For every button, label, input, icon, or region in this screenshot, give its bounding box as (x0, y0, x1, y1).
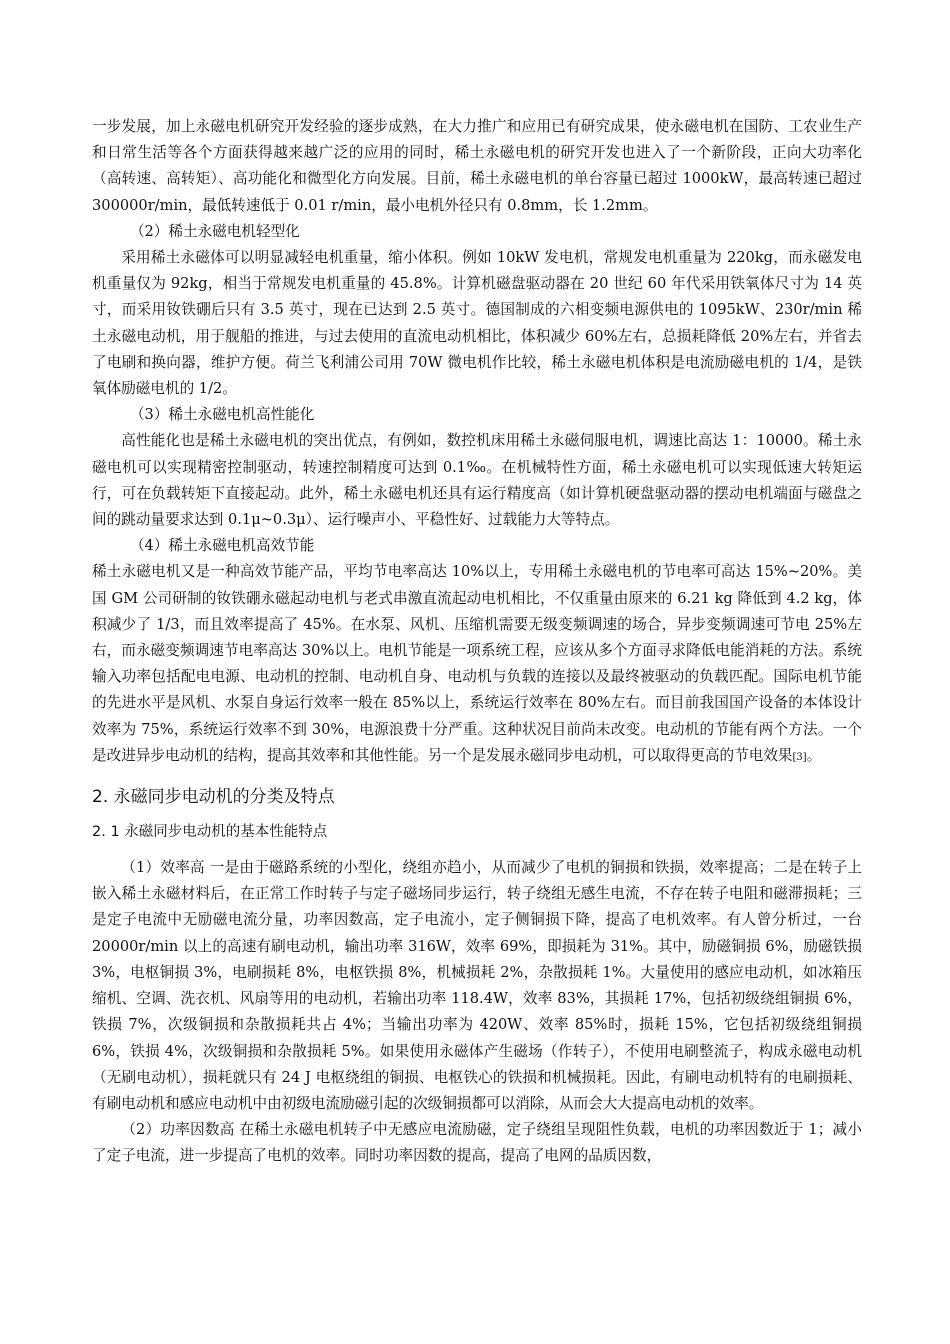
citation-ref: [3] (792, 751, 807, 763)
paragraph-high-performance: 高性能化也是稀土永磁电机的突出优点，有例如，数控机床用稀土永磁伺服电机，调速比高达 1：10000。稀土永磁电机可以实现精密控制驱动，转速控制精度可达到 0.1‰。在机械特性方面，稀土永磁电机可以实现低速大转矩运行，可在负载转矩下直接起动。此外，稀土永磁电机还具有运行精度高（如计算机硬盘驱动器的摆动电机端面与磁盘之间的跳动量要求达到 0.1μ~0.3μ）、运行噪声小、平稳性好、过载能力大等特点。 (92, 432, 862, 529)
section-title: 2. 永磁同步电动机的分类及特点 (92, 787, 335, 808)
subheading-high-performance: （3）稀土永磁电机高性能化 (129, 406, 315, 424)
paragraph-efficiency: （1）效率高 一是由于磁路系统的小型化，绕组亦趋小，从而减少了电机的铜损和铁损，效率提高；二是在转子上嵌入稀土永磁材料后，在正常工作时转子与定子磁场同步运行，转子绕组无感生电流，不存在转子电阻和磁滞损耗；三是定子电流中无励磁电流分量，功率因数高，定子电流小，定子侧铜损下降，提高了电机效率。有人曾分析过，一台 20000r/min 以上的高速有刷电动机，输出功率 316W，效率 69%，即损耗为 31%。其中，励磁铜损 6%，励磁铁损 3%，电枢铜损 3%，电刷损耗 8%，电枢铁损 8%，机械损耗 2%，杂散损耗 1%。大量使用的感应电动机，如冰箱压缩机、空调、洗衣机、风扇等用的电动机，若输出功率 118.4W，效率 83%，其损耗 17%，包括初级绕组铜损 6%，铁损 7%，次级铜损和杂散损耗共占 4%；当输出功率为 420W、效率 85%时，损耗 15%，它包括初级绕组铜损 6%，铁损 4%，次级铜损和杂散损耗 5%。如果使用永磁体产生磁场（作转子），不使用电刷整流子，构成永磁电动机（无刷电动机），损耗就只有 24 J 电枢绕组的铜损、电枢铁心的铁损和机械损耗。因此，有刷电动机特有的电刷损耗、有刷电动机和感应电动机中由初级电流励磁引起的次级铜损都可以消除，从而会大大提高电动机的效率。 (92, 859, 862, 1112)
document-page (92, 114, 862, 1170)
subheading-energy-saving: （4）稀土永磁电机高效节能 (129, 537, 315, 555)
paragraph-lightweight: 采用稀土永磁体可以明显减轻电机重量，缩小体积。例如 10kW 发电机，常规发电机重量为 220kg，而永磁发电机重量仅为 92kg，相当于常规发电机重量的 45.8%。计算机磁盘驱动器在 20 世纪 60 年代采用铁氧体尺寸为 14 英寸，而采用钕铁硼后只有 3.5 英寸，现在已达到 2.5 英寸。德国制成的六相变频电源供电的 1095kW、230r/min 稀土永磁电动机，用于舰船的推进，与过去使用的直流电动机相比，体积减少 60%左右，总损耗降低 20%左右，并省去了电刷和换向器，维护方便。荷兰飞利浦公司用 70W 微电机作比较，稀土永磁电机体积是电流励磁电机的 1/4，是铁氧体励磁电机的 1/2。 (92, 249, 862, 398)
paragraph-power-factor: （2）功率因数高 在稀土永磁电机转子中无感应电流励磁，定子绕组呈现阻性负载，电机的功率因数近于 1；减小了定子电流，进一步提高了电机的效率。同时功率因数的提高，提高了电网的品质因数， (92, 1121, 862, 1165)
subheading-lightweight: （2）稀土永磁电机轻型化 (129, 222, 300, 240)
paragraph-energy-saving (92, 559, 862, 771)
energy-saving-text: 稀土永磁电机又是一种高效节能产品，平均节电率高达 10%以上，专用稀土永磁电机的节电率可高达 15%~20%。美国 GM 公司研制的钕铁硼永磁起动电机与老式串激直流起动电机相比，不仅重量由原来的 6.21 kg 降低到 4.2 kg，体积减少了 1/3，而且效率提高了 45%。在水泵、风机、压缩机需要无级变频调速的场合，异步变频调速可节电 25%左右，而永磁变频调速节电率高达 30%以上。电机节能是一项系统工程，应该从多个方面寻求降低电能消耗的方法。系统输入功率包括配电电源、电动机的控制、电动机自身、电动机与负载的连接以及最终被驱动的负载匹配。国际电机节能的先进水平是风机、水泵自身运行效率一般在 85%以上，系统运行效率在 80%左右。而目前我国国产设备的本体设计效率为 75%，系统运行效率不到 30%，电源浪费十分严重。这种状况目前尚未改变。电动机的节能有两个方法。一个是改进异步电动机的结构，提高其效率和其他性能。另一个是发展永磁同步电动机，可以取得更高的节电效果 (92, 563, 862, 764)
subsection-title: 2. 1 永磁同步电动机的基本性能特点 (92, 824, 328, 841)
intro-paragraph: 一步发展，加上永磁电机研究开发经验的逐步成熟，在大力推广和应用已有研究成果，使永磁电机在国防、工农业生产和日常生活等各个方面获得越来越广泛的应用的同时，稀土永磁电机的研究开发也进入了一个新阶段，正向大功率化（高转速、高转矩）、高功能化和微型化方向发展。目前，稀土永磁电机的单台容量已超过 1000kW，最高转速已超过 300000r/min，最低转速低于 0.01 r/min，最小电机外径只有 0.8mm，长 1.2mm。 (92, 118, 862, 214)
energy-saving-end: 。 (806, 746, 822, 764)
